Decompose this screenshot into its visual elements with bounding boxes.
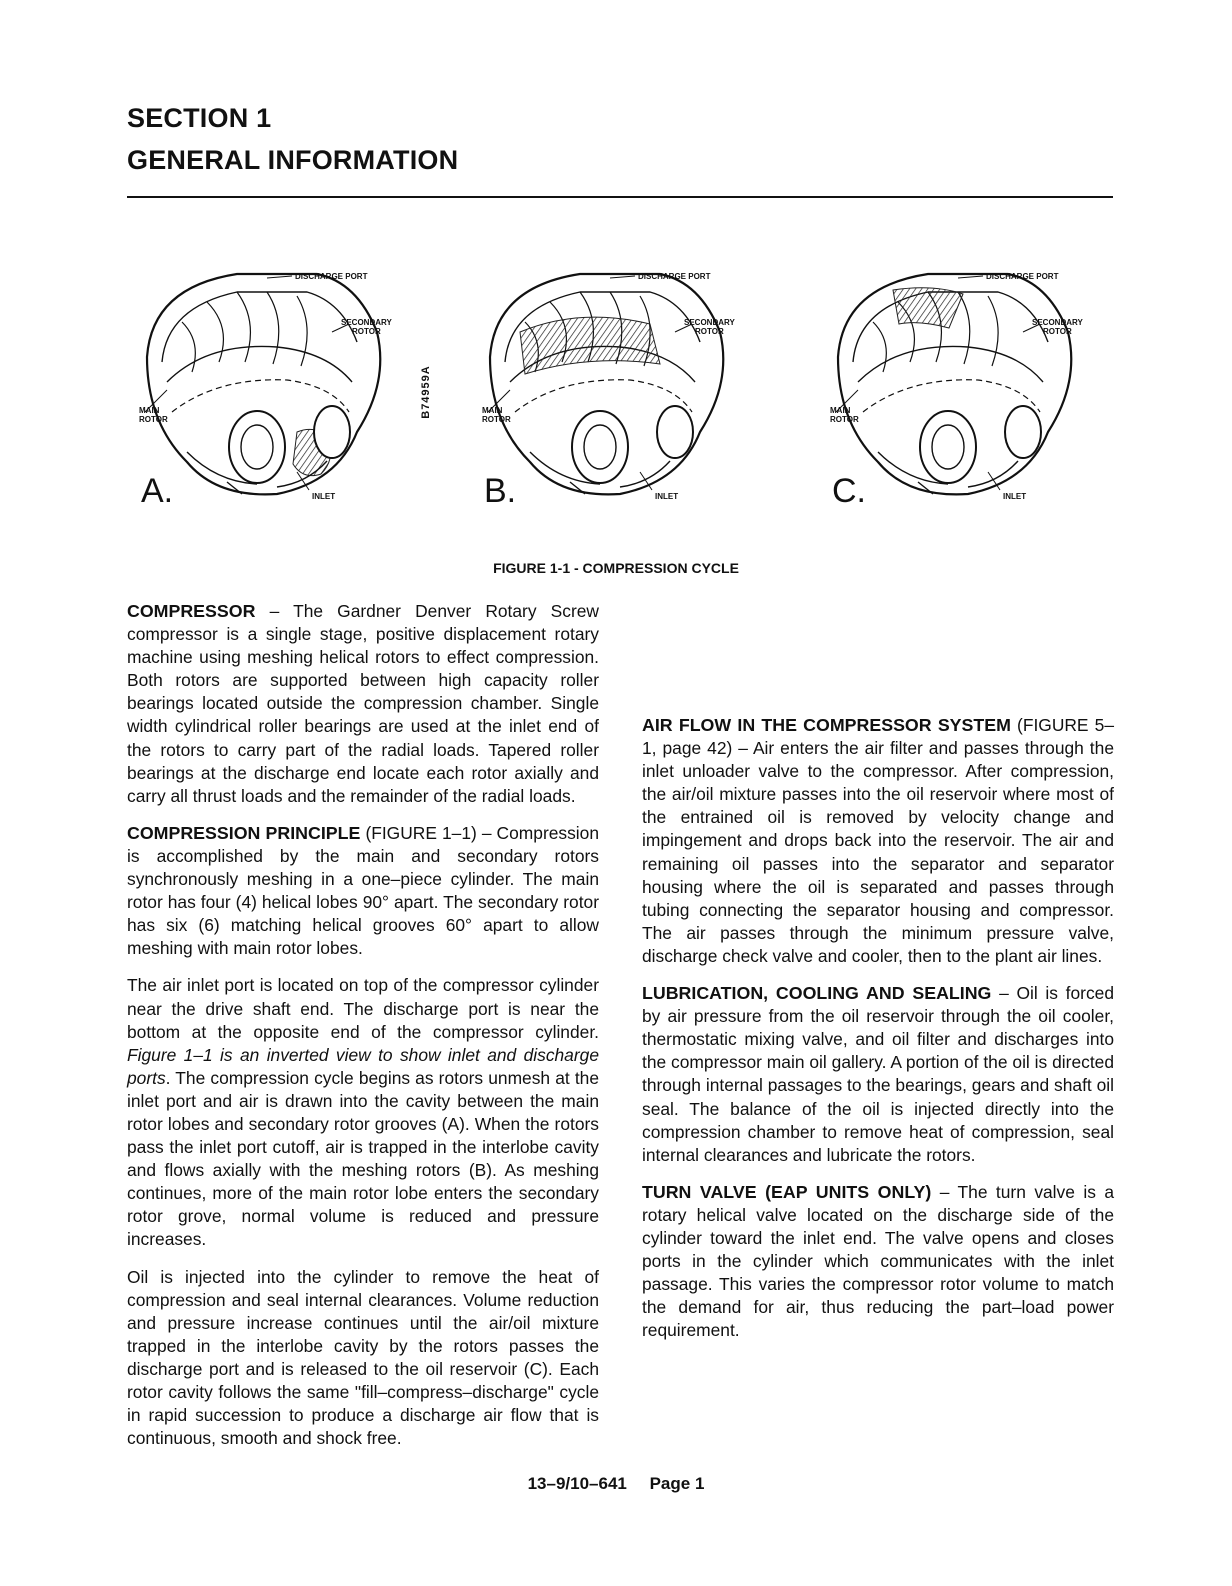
panel-letter: B. xyxy=(484,472,517,510)
section-heading xyxy=(127,98,458,180)
airflow-paragraph: AIR FLOW IN THE COMPRESSOR SYSTEM (FIGURE 5–1, page 42) – Air enters the air filter and passes through the inlet unloader valve to the compressor. After compression, the air/oil mixture passes into the oil reservoir where most of the entrained oil is removed by velocity change and impingement and drops back into the reservoir. The air and remaining oil passes into the separator and separator housing where the oil is separated and passes through tubing connecting the separator housing and compressor. The air passes through the minimum pressure valve, discharge check valve and cooler, then to the plant air lines. xyxy=(642,715,1114,966)
title-rule xyxy=(127,196,1113,198)
compressor-paragraph: COMPRESSOR – The Gardner Denver Rotary Screw compressor is a single stage, positive displacement rotary machine using meshing helical rotors to effect compression. Both rotors are supported between high capacity roller bearings located outside the compression chamber. Single width cylindrical roller bearings are used at the inlet end of the rotors to carry part of the radial loads. Tapered roller bearings at the discharge end locate each rotor axially and carry all thrust loads and the remainder of the radial loads. xyxy=(127,601,599,806)
lubrication-paragraph: LUBRICATION, COOLING AND SEALING – Oil is forced by air pressure from the oil reservoir through the oil cooler, thermostatic mixing valve, and oil filter and discharges into the compressor main oil gallery. A portion of the oil is directed through internal passages to the bearings, gears and shaft oil seal. The balance of the oil is injected directly into the compression chamber to remove heat of compression, seal internal clearances and lubricate the rotors. xyxy=(642,983,1114,1165)
secondary-rotor-label: SECONDARY ROTOR xyxy=(1032,318,1083,336)
panel-letter: A. xyxy=(141,472,174,510)
document-code: 13–9/10–641 xyxy=(527,1474,627,1493)
figure-panel xyxy=(470,262,770,512)
secondary-rotor-label: SECONDARY ROTOR xyxy=(684,318,735,336)
turn-valve-paragraph: TURN VALVE (EAP UNITS ONLY) – The turn valve is a rotary helical valve located on the discharge side of the cylinder toward the inlet end. The valve opens and closes ports in the cylinder which communicates with the inlet passage. This varies the compressor rotor volume to match the demand for air, thus reducing the part–load power requirement. xyxy=(642,1181,1114,1341)
discharge-port-label: DISCHARGE PORT xyxy=(986,272,1059,281)
figure-panel xyxy=(818,262,1118,512)
page-footer xyxy=(0,1474,1232,1494)
main-rotor-label: MAIN ROTOR xyxy=(830,406,859,424)
main-rotor-label: MAIN ROTOR xyxy=(482,406,511,424)
section-number: SECTION 1 xyxy=(127,103,272,133)
panel-letter: C. xyxy=(832,472,866,510)
inlet-label: INLET xyxy=(1003,492,1027,501)
figure-code: B74959A xyxy=(420,365,432,419)
principle-paragraph: COMPRESSION PRINCIPLE (FIGURE 1–1) – Compression is accomplished by the main and secondary rotors synchronously meshing in a one–piece cylinder. The main rotor has four (4) helical lobes 90° apart. The secondary rotor has six (6) matching helical grooves 60° apart to allow meshing with main rotor lobes. xyxy=(127,822,599,959)
figure-caption: FIGURE 1-1 - COMPRESSION CYCLE xyxy=(493,560,739,576)
discharge-port-label: DISCHARGE PORT xyxy=(295,272,368,281)
right-column-text xyxy=(642,714,1114,1356)
secondary-rotor-label: SECONDARY ROTOR xyxy=(341,318,392,336)
figure-panel xyxy=(127,262,427,512)
inlet-label: INLET xyxy=(655,492,679,501)
discharge-port-label: DISCHARGE PORT xyxy=(638,272,711,281)
page-title: GENERAL INFORMATION xyxy=(127,145,459,175)
inlet-paragraph: The air inlet port is located on top of the compressor cylinder near the drive shaft end. The discharge port is near the bottom at the opposite end of the compressor cylinder. Figure 1–1 is an inverted view to show inlet and discharge ports. The compression cycle begins as rotors unmesh at the inlet port and air is drawn into the cavity between the main rotor lobes and secondary rotor grooves (A). When the rotors pass the inlet port cutoff, air is trapped in the interlobe cavity and flows axially with the meshing rotors (B). As meshing continues, more of the main rotor lobe enters the secondary rotor grove, normal volume is reduced and pressure increases. xyxy=(127,975,599,1250)
page-number: Page 1 xyxy=(649,1474,705,1493)
left-column xyxy=(127,600,599,1464)
main-rotor-label: MAIN ROTOR xyxy=(139,406,168,424)
inlet-label: INLET xyxy=(312,492,336,501)
oil-paragraph: Oil is injected into the cylinder to remove the heat of compression and seal internal clearances. Volume reduction and pressure increase continues until the air/oil mixture trapped in the interlobe cavity by the rotors passes the discharge port and is released to the oil reservoir (C). Each rotor cavity follows the same "fill–compress–discharge" cycle in rapid succession to produce a discharge air flow that is continuous, smooth and shock free. xyxy=(127,1266,599,1449)
